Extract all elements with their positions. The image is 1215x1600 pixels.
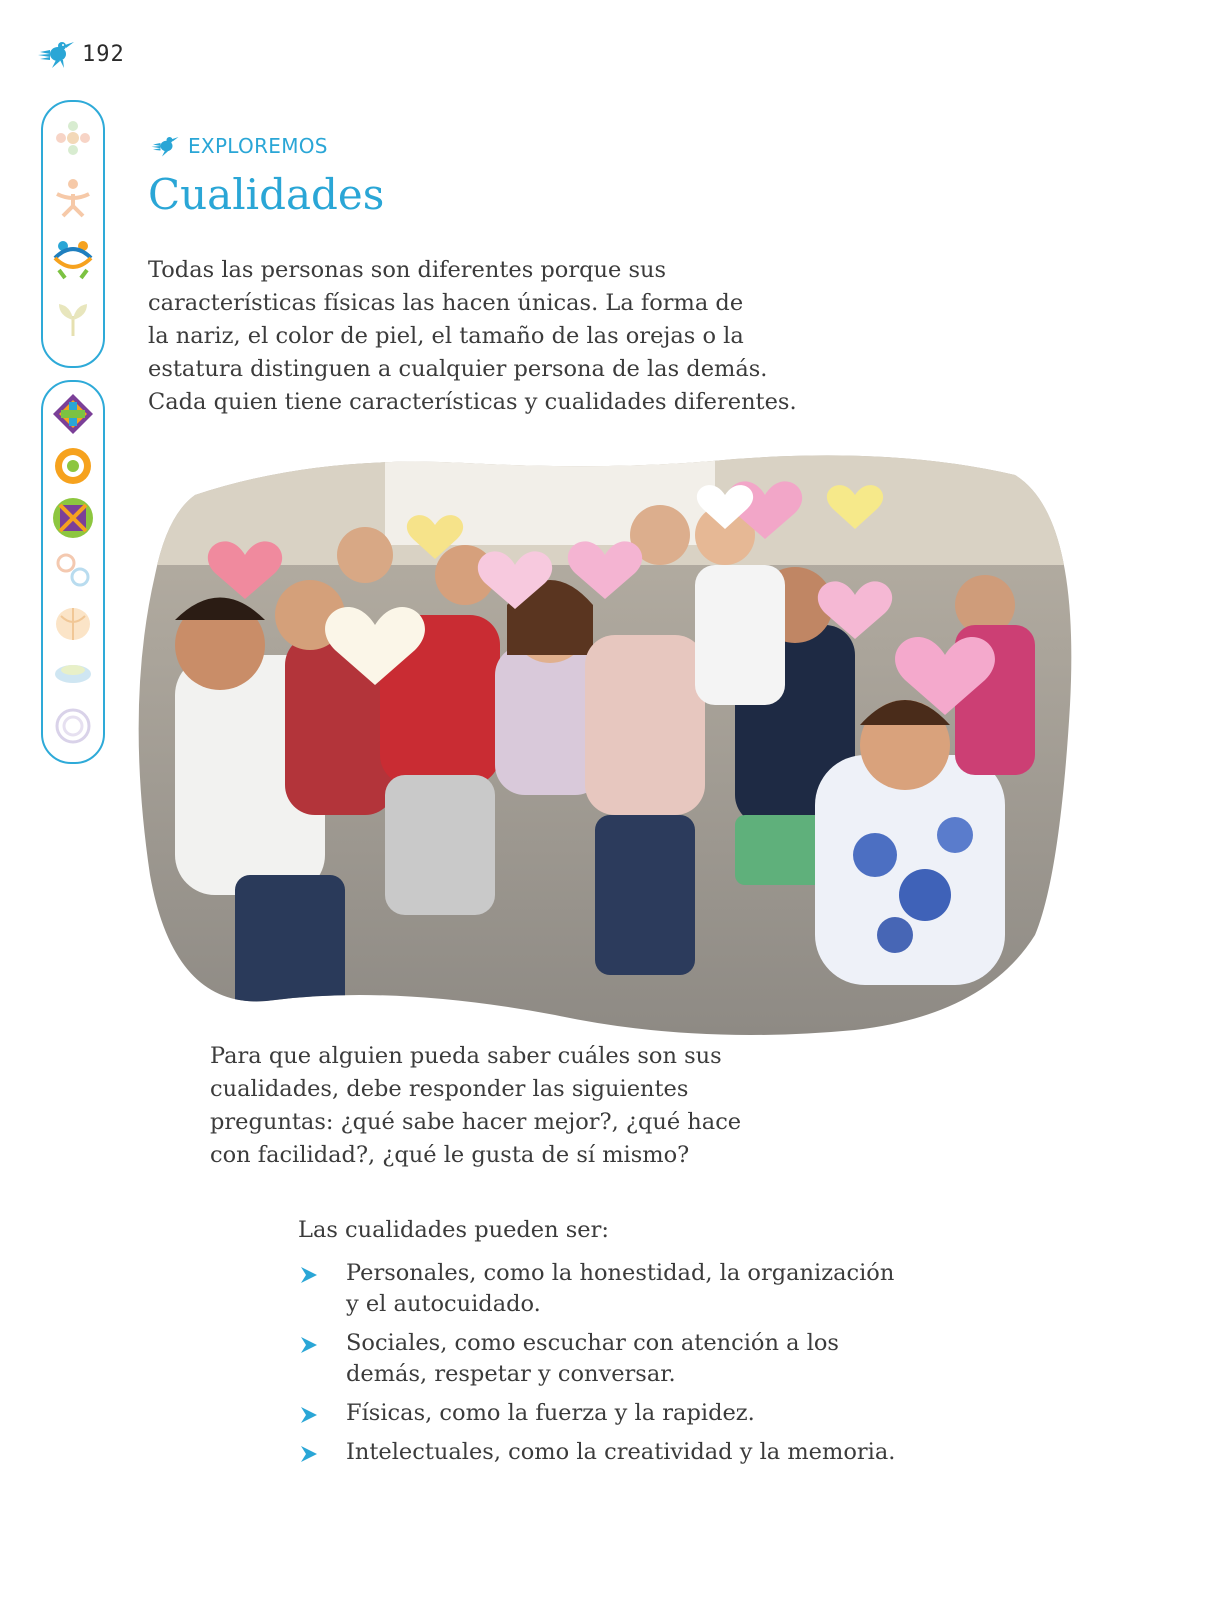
page-header — [36, 38, 125, 70]
dancer-icon — [51, 176, 95, 220]
shell-icon — [51, 652, 95, 696]
list-item — [298, 1258, 918, 1320]
paragraph-line: estatura distinguen a cualquier persona de las demás. — [148, 356, 768, 382]
intro-paragraph — [148, 254, 868, 419]
list-item-text: Personales, como la honestidad, la organización — [346, 1260, 895, 1286]
paragraph-line: preguntas: ¿qué sabe hacer mejor?, ¿qué hace — [210, 1109, 742, 1135]
arrow-bullet-icon — [300, 1266, 318, 1284]
list-item-text: Intelectuales, como la creatividad y la memoria. — [346, 1439, 896, 1465]
flower-icon — [51, 116, 95, 160]
qualities-list — [298, 1258, 918, 1476]
list-item-text: demás, respetar y conversar. — [346, 1361, 676, 1387]
list-item — [298, 1328, 918, 1390]
linked-figures-icon — [51, 236, 95, 280]
spiral-icon — [51, 704, 95, 748]
paragraph-line: Para que alguien pueda saber cuáles son sus — [210, 1043, 722, 1069]
paragraph-line: características físicas las hacen únicas. La forma de — [148, 290, 744, 316]
paragraph-line: la nariz, el color de piel, el tamaño de las orejas o la — [148, 323, 744, 349]
paragraph-line: Cada quien tiene características y cualidades diferentes. — [148, 389, 797, 415]
page-number: 192 — [82, 41, 125, 67]
lettuce-icon — [51, 600, 95, 644]
paragraph-line: cualidades, debe responder las siguientes — [210, 1076, 689, 1102]
section-label — [150, 133, 328, 159]
hummingbird-icon — [36, 38, 76, 70]
sidebar-top-group — [41, 100, 105, 368]
paragraph-line: Todas las personas son diferentes porque sus — [148, 257, 667, 283]
paragraph-line: con facilidad?, ¿qué le gusta de sí mismo? — [210, 1142, 690, 1168]
arrow-bullet-icon — [300, 1406, 318, 1424]
diamond-cross-icon — [51, 392, 95, 436]
sprout-icon — [51, 296, 95, 340]
list-item-text: Sociales, como escuchar con atención a los — [346, 1330, 839, 1356]
section-label-text: EXPLOREMOS — [188, 134, 328, 158]
list-intro: Las cualidades pueden ser: — [298, 1217, 609, 1243]
chain-links-icon — [51, 548, 95, 592]
list-item-text: Físicas, como la fuerza y la rapidez. — [346, 1400, 755, 1426]
sidebar-bottom-group — [41, 380, 105, 764]
arrow-bullet-icon — [300, 1445, 318, 1463]
hourglass-square-icon — [51, 496, 95, 540]
list-item — [298, 1437, 918, 1468]
sun-ring-icon — [51, 444, 95, 488]
arrow-bullet-icon — [300, 1336, 318, 1354]
list-item-text: y el autocuidado. — [346, 1291, 541, 1317]
questions-paragraph — [210, 1040, 800, 1172]
hummingbird-icon — [150, 133, 180, 159]
photo-illustration — [135, 455, 1075, 1035]
page-title: Cualidades — [148, 170, 385, 219]
children-photo — [135, 455, 1075, 1035]
list-item — [298, 1398, 918, 1429]
